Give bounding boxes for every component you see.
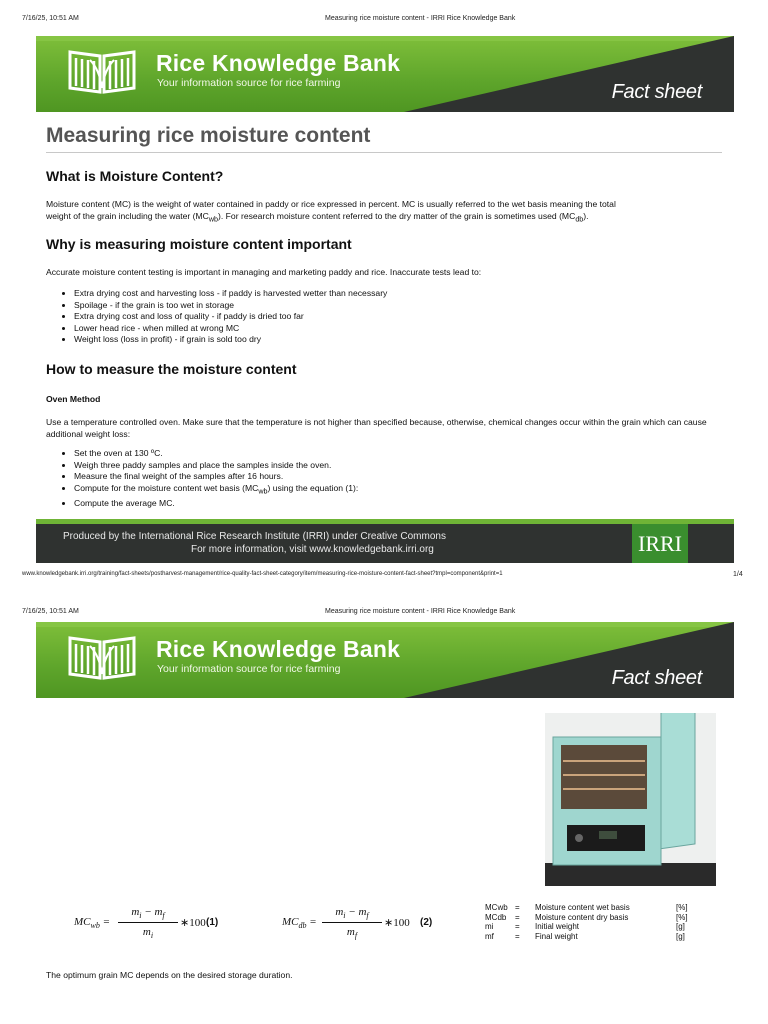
- fact-sheet-label: Fact sheet: [611, 81, 702, 103]
- list-item: • Extra drying cost and loss of quality - if paddy is dried too far: [74, 311, 387, 323]
- list-item-text: Compute for the moisture content wet basis (MC: [74, 482, 259, 493]
- list-item: [74, 483, 358, 498]
- book-logo-icon: [66, 630, 138, 682]
- equation-dry-basis: [282, 906, 442, 946]
- print-page-number: 1/4: [733, 571, 743, 578]
- print-page-title: Measuring rice moisture content - IRRI Rice Knowledge Bank: [325, 608, 516, 615]
- section-intro-why-measure: Accurate moisture content testing is important in managing and marketing paddy and rice. Inaccurate tests lead to:: [46, 267, 482, 277]
- eq-multiplier: ∗100: [180, 917, 206, 929]
- subscript: wb: [258, 487, 268, 496]
- banner-title: Rice Knowledge Bank: [156, 636, 401, 662]
- print-url: www.knowledgebank.irri.org/training/fact-sheets/postharvest-management/rice-quality-fact-sheet-category/item/measuring-rice-moisture-content-fact-sheet?tmpl=component&print=1: [22, 571, 503, 577]
- oven-method-paragraph: Use a temperature controlled oven. Make sure that the temperature is not higher than specified because, otherwise, chemical changes occur within the grain which can cause additional weight loss:: [46, 417, 707, 439]
- section-heading-why-measure: Why is measuring moisture content important: [46, 236, 352, 252]
- page-title: Measuring rice moisture content: [46, 124, 371, 147]
- list-item: • Measure the final weight of the samples after 16 hours.: [74, 471, 358, 483]
- rice-knowledge-bank-banner: [36, 622, 734, 698]
- eq-number: (2): [420, 917, 433, 928]
- closing-paragraph: The optimum grain MC depends on the desired storage duration.: [46, 970, 293, 980]
- eq-denominator: $m_i$: [142, 926, 154, 941]
- banner-subtitle: Your information source for rice farming: [157, 77, 341, 89]
- print-datetime: 7/16/25, 10:51 AM: [22, 608, 79, 615]
- banner-title: Rice Knowledge Bank: [156, 50, 401, 76]
- eq-numerator: $m_i - m_f$: [131, 906, 165, 921]
- drying-oven-photo: [545, 713, 716, 886]
- banner-subtitle: Your information source for rice farming: [157, 663, 341, 675]
- list-item: • Set the oven at 130 ºC.: [74, 448, 358, 460]
- irri-logo: IRRI: [632, 524, 688, 563]
- eq-number: (1): [206, 917, 219, 928]
- bullet-list-oven-steps: [46, 448, 358, 509]
- subscript: wb: [208, 215, 219, 224]
- para-text: ).: [583, 211, 589, 221]
- print-page-title: Measuring rice moisture content - IRRI Rice Knowledge Bank: [325, 15, 516, 22]
- list-item: • Weight loss (loss in profit) - if grain is sold too dry: [74, 334, 387, 346]
- list-item: • Lower head rice - when milled at wrong MC: [74, 323, 387, 335]
- bullet-list-inaccurate-tests: [46, 288, 387, 346]
- fact-sheet-label: Fact sheet: [611, 667, 702, 689]
- drying-oven-image: [545, 713, 716, 886]
- list-item: • Spoilage - if the grain is too wet in storage: [74, 300, 387, 312]
- rice-knowledge-bank-banner: [36, 36, 734, 112]
- eq-lhs: $MC_{wb}$ =: [74, 916, 111, 931]
- list-item-text: ) using the equation (1):: [267, 482, 359, 493]
- eq-lhs: $MC_{db}$ =: [282, 916, 317, 931]
- section-paragraph-what-is-mc: [46, 198, 728, 226]
- eq-denominator: $m_f$: [346, 926, 358, 941]
- footer-info-line: For more information, visit www.knowledgebank.irri.org: [191, 544, 434, 555]
- oven-method-heading: Oven Method: [46, 394, 101, 404]
- eq-numerator: $m_i - m_f$: [335, 906, 369, 921]
- section-heading-what-is-mc: What is Moisture Content?: [46, 168, 224, 184]
- title-divider: [46, 152, 722, 153]
- book-logo-icon: [66, 44, 138, 96]
- para-text: ). For research moisture content referred to the dry matter of the grain is sometimes used (MC: [218, 211, 576, 221]
- eq-multiplier: ∗100: [384, 917, 410, 929]
- para-text: weight of the grain including the water (MC: [46, 211, 209, 221]
- footer-credit-line: Produced by the International Rice Research Institute (IRRI) under Creative Commons: [63, 531, 446, 542]
- subscript: db: [575, 215, 584, 224]
- print-datetime: 7/16/25, 10:51 AM: [22, 15, 79, 22]
- para-text: Moisture content (MC) is the weight of water contained in paddy or rice expressed in percent. MC is usually referred to the wet basis meaning the total: [46, 199, 616, 209]
- irri-footer: [36, 519, 734, 563]
- equation-wet-basis: [74, 906, 234, 946]
- list-item: • Weigh three paddy samples and place the samples inside the oven.: [74, 460, 358, 472]
- list-item: • Extra drying cost and harvesting loss - if paddy is harvested wetter than necessary: [74, 288, 387, 300]
- section-heading-how-to-measure: How to measure the moisture content: [46, 361, 297, 377]
- list-item: • Compute the average MC.: [74, 498, 358, 510]
